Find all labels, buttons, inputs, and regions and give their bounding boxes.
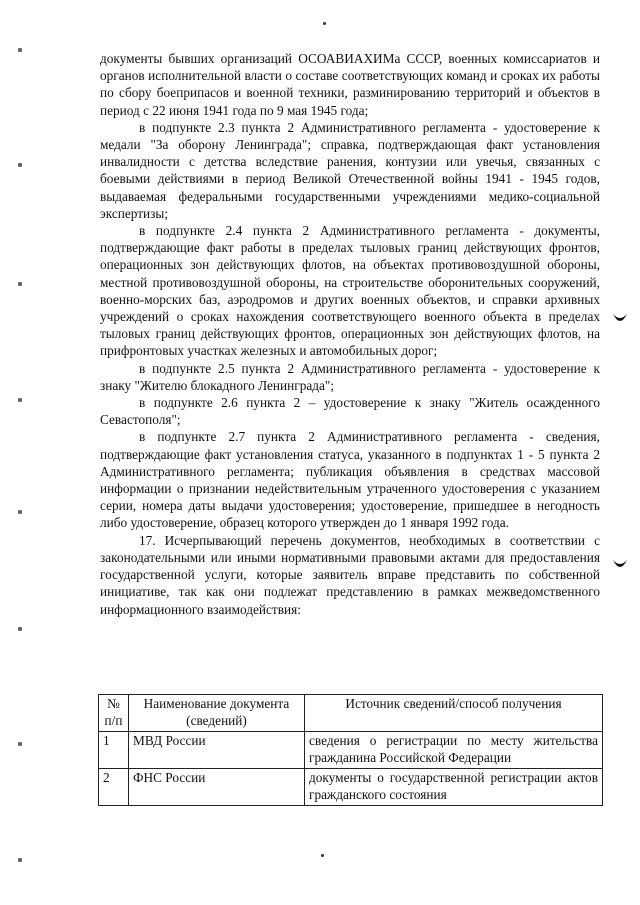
paragraph-subclause-2-7: в подпункте 2.7 пункта 2 Административного регламента - сведения, подтверждающие факт установления статуса, указанного в подпунктах 1 - 5 пункта 2 Административного регламента; публикация объявления в средствах массовой информации о признании недействительным утраченного удостоверения с указанием серии, номера даты выдачи удостоверения; удостоверение, пришедшее в негодность либо удостоверение, образец которого утвержден до 1 января 1992 года. [100, 429, 600, 531]
header-number: № п/п [99, 695, 129, 732]
left-margin-mark [18, 48, 22, 52]
header-document-name: Наименование документа (сведений) [129, 695, 305, 732]
header-source: Источник сведений/способ получения [305, 695, 603, 732]
left-margin-mark [18, 163, 22, 167]
row-number: 1 [99, 732, 129, 769]
binder-hole-mark [612, 312, 628, 326]
documents-table [98, 694, 603, 806]
row-document-name: ФНС России [129, 769, 305, 806]
paragraph-clause-17: 17. Исчерпывающий перечень документов, необходимых в соответствии с законодательными или иными нормативными правовыми актами для предоставления государственной услуги, которые заявитель вправе представить по собственной инициативе, так как они подлежат представлению в рамках межведомственного информационного взаимодействия: [100, 532, 600, 617]
row-source: сведения о регистрации по месту жительства гражданина Российской Федерации [305, 732, 603, 769]
paragraph-osoaviakhim-documents: документы бывших организаций ОСОАВИАХИМа СССР, военных комиссариатов и органов исполнительной власти о составе соответствующих команд и сроках их работы по сбору боеприпасов и военной техники, разминированию территорий и объектов в период с 22 июня 1941 года по 9 мая 1945 года; [100, 51, 600, 118]
row-document-name: МВД России [129, 732, 305, 769]
scan-speck [323, 22, 326, 25]
paragraph-subclause-2-4: в подпункте 2.4 пункта 2 Административного регламента - документы, подтверждающие факт работы в пределах тыловых границ действующих фронтов, операционных зон действующих флотов, на объектах противовоздушной обороны, местной противовоздушной обороны, на строительстве оборонительных сооружений, военно-морских баз, аэродромов и других военных объектов, и справки архивных учреждений о сроках нахождения соответствующего военного объекта в пределах тыловых границ действующих фронтов, операционных зон действующих флотов, на прифронтовых участках железных и автомобильных дорог; [100, 223, 600, 359]
scan-speck [321, 854, 324, 857]
table-row [99, 769, 603, 806]
left-margin-mark [18, 742, 22, 746]
binder-hole-mark [612, 558, 628, 572]
left-margin-mark [18, 282, 22, 286]
row-number: 2 [99, 769, 129, 806]
left-margin-mark [18, 510, 22, 514]
left-margin-mark [18, 858, 22, 862]
table-header-row [99, 695, 603, 732]
row-source: документы о государственной регистрации актов гражданского состояния [305, 769, 603, 806]
table-row [99, 732, 603, 769]
paragraph-subclause-2-3: в подпункте 2.3 пункта 2 Административного регламента - удостоверение к медали "За оборону Ленинграда"; справка, подтверждающая факт установления инвалидности с детства вследствие ранения, контузии или увечья, связанных с боевыми действиями в период Великой Отечественной войны 1941 - 1945 годов, выдаваемая федеральными государственными учреждениями медико-социальной экспертизы; [100, 119, 600, 221]
paragraph-subclause-2-6: в подпункте 2.6 пункта 2 – удостоверение к знаку "Житель осажденного Севастополя"; [100, 395, 600, 428]
left-margin-mark [18, 627, 22, 631]
document-body [100, 50, 600, 618]
left-margin-mark [18, 398, 22, 402]
paragraph-subclause-2-5: в подпункте 2.5 пункта 2 Административного регламента - удостоверение к знаку "Жителю блокадного Ленинграда"; [100, 360, 600, 393]
